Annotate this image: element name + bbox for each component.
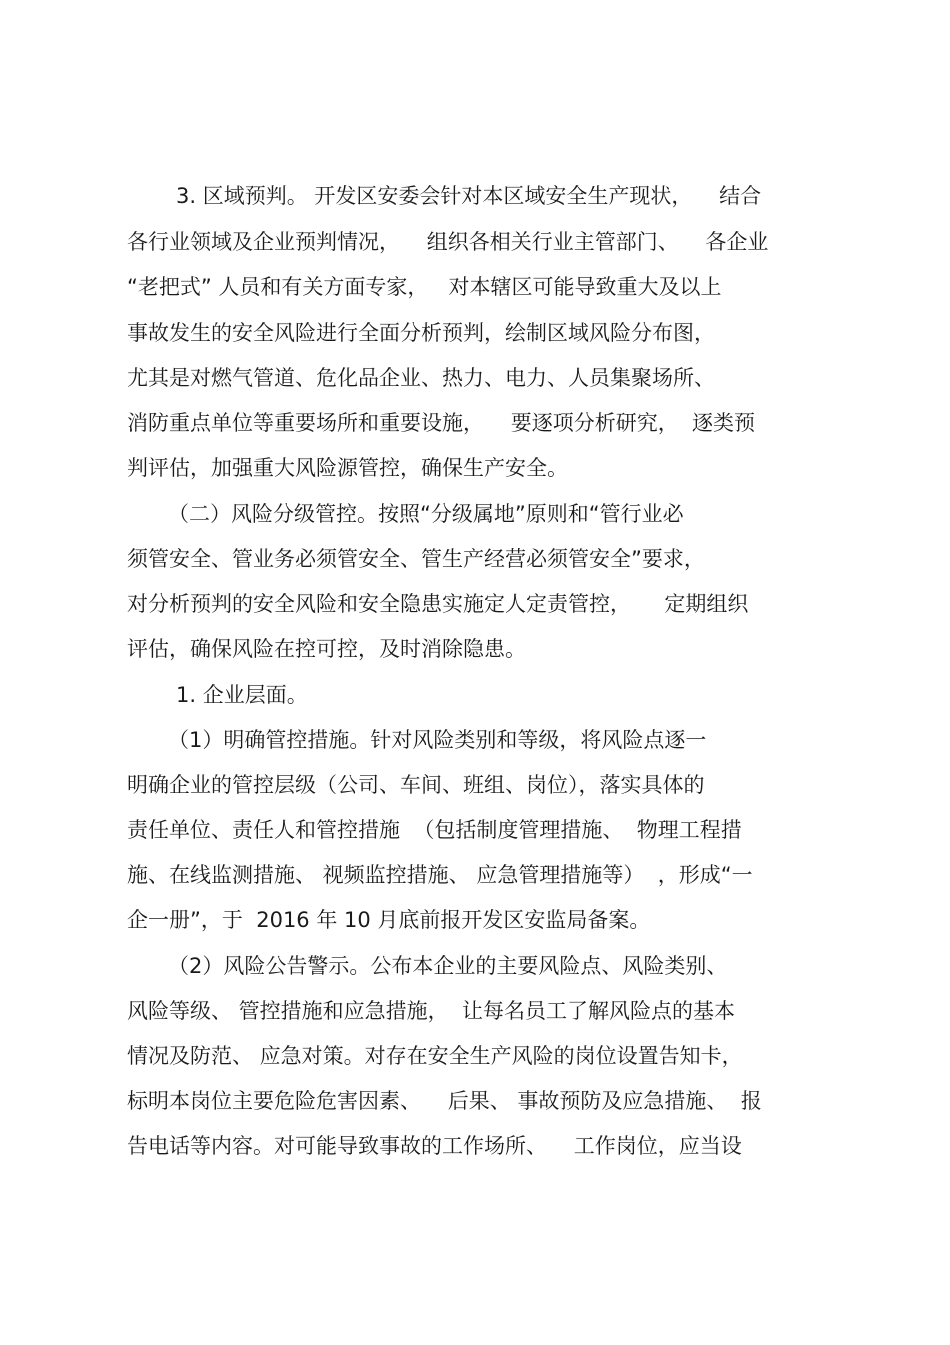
text-line: 1. 企业层面。 xyxy=(176,683,308,707)
text-line: 标明本岗位主要危险危害因素、 后果、 事故预防及应急措施、 报 xyxy=(127,1089,762,1113)
text-line: 告电话等内容。对可能导致事故的工作场所、 工作岗位，应当设 xyxy=(127,1134,742,1158)
text-line: 须管安全、管业务必须管安全、管生产经营必须管安全”要求， xyxy=(127,547,705,571)
text-line: （1）明确管控措施。针对风险类别和等级，将风险点逐一 xyxy=(168,728,707,752)
text-line: 施、在线监测措施、 视频监控措施、 应急管理措施等） ，形成“一 xyxy=(127,863,753,887)
text-line: （2）风险公告警示。公布本企业的主要风险点、风险类别、 xyxy=(168,954,728,978)
text-line: （二）风险分级管控。按照“分级属地”原则和“管行业必 xyxy=(168,502,684,526)
text-line: 消防重点单位等重要场所和重要设施， 要逐项分析研究， 逐类预 xyxy=(127,411,756,435)
text-line: 判评估，加强重大风险源管控，确保生产安全。 xyxy=(127,456,568,480)
text-line: 企一册”，于 2016 年 10 月底前报开发区安监局备案。 xyxy=(127,908,651,932)
text-line: 对分析预判的安全风险和安全隐患实施定人定责管控， 定期组织 xyxy=(127,592,749,616)
text-line: 风险等级、 管控措施和应急措施， 让每名员工了解风险点的基本 xyxy=(127,999,736,1023)
text-line: 3. 区域预判。 开发区安委会针对本区域安全生产现状， 结合 xyxy=(176,184,762,208)
text-line: 各行业领域及企业预判情况， 组织各相关行业主管部门、 各企业 xyxy=(127,230,769,254)
text-line: 事故发生的安全风险进行全面分析预判，绘制区域风险分布图， xyxy=(127,321,715,345)
text-line: 明确企业的管控层级（公司、车间、班组、岗位），落实具体的 xyxy=(127,773,705,797)
text-line: 评估，确保风险在控可控，及时消除隐患。 xyxy=(127,637,526,661)
text-line: “老把式” 人员和有关方面专家， 对本辖区可能导致重大及以上 xyxy=(127,275,722,299)
text-line: 责任单位、责任人和管控措施 （包括制度管理措施、 物理工程措 xyxy=(127,818,742,842)
text-line: 情况及防范、 应急对策。对存在安全生产风险的岗位设置告知卡， xyxy=(127,1044,743,1068)
text-line: 尤其是对燃气管道、危化品企业、热力、电力、人员集聚场所、 xyxy=(127,366,715,390)
